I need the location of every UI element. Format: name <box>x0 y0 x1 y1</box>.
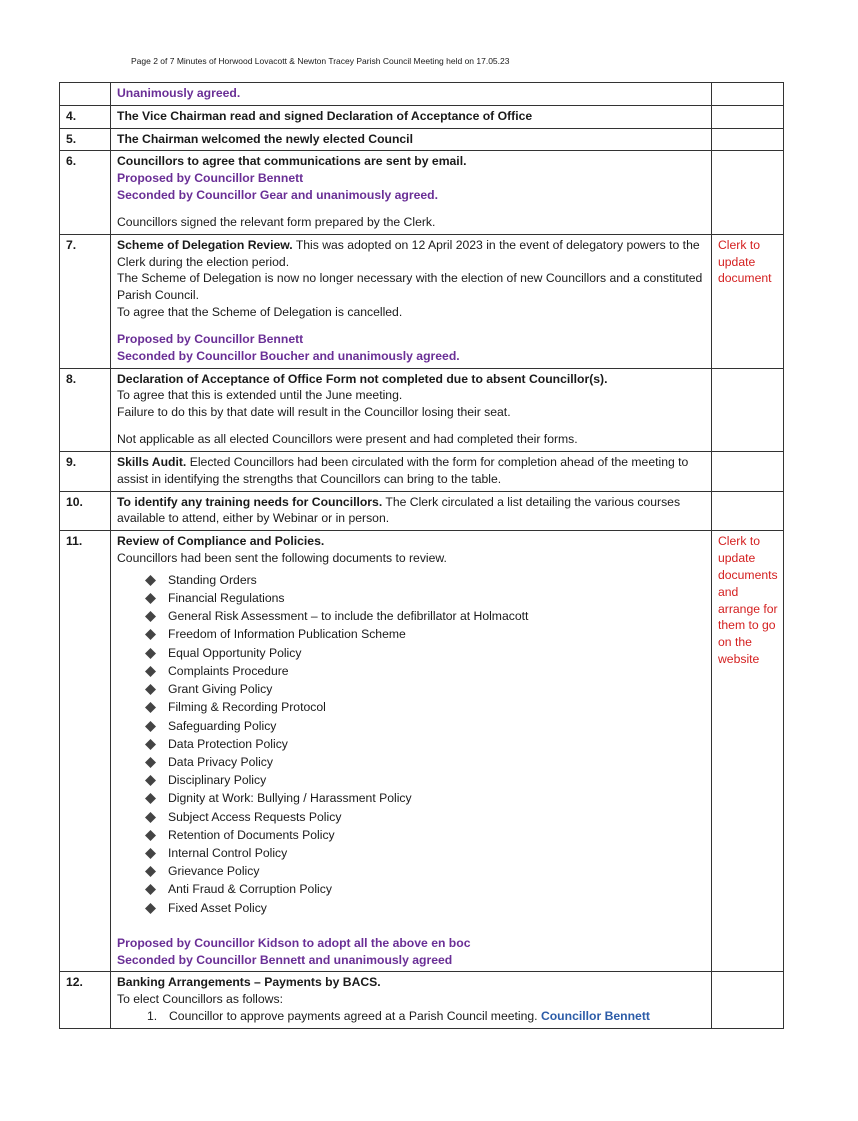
proposed-by: Proposed by Councillor Kidson to adopt all the above en boc <box>117 935 471 950</box>
seconded-by: Seconded by Councillor Bennett and unanimously agreed <box>117 952 453 967</box>
list-item <box>143 899 706 917</box>
table-row <box>60 491 784 531</box>
item-body <box>111 128 712 151</box>
action-cell <box>712 972 784 1028</box>
list-text: Complaints Procedure <box>168 663 289 678</box>
item-number: 6. <box>60 151 111 234</box>
item-title: The Vice Chairman read and signed Declaration of Acceptance of Office <box>117 108 533 123</box>
list-item <box>143 789 706 807</box>
list-item <box>143 680 706 698</box>
list-item <box>143 808 706 826</box>
table-row <box>60 368 784 451</box>
list-text: General Risk Assessment – to include the defibrillator at Holmacott <box>168 609 529 624</box>
list-text: Financial Regulations <box>168 591 285 606</box>
item-number: 10. <box>60 491 111 531</box>
list-item <box>143 698 706 716</box>
item-body <box>111 491 712 531</box>
numbered-list <box>147 1008 706 1025</box>
diamond-bullet-icon <box>145 793 156 804</box>
list-number: 1. <box>147 1009 158 1024</box>
list-item <box>143 644 706 662</box>
item-text: The Clerk circulated a list detailing the various courses available to attend, either by Webinar or in person. <box>117 494 681 526</box>
list-text: Disciplinary Policy <box>168 773 267 788</box>
list-item <box>143 844 706 862</box>
item-body <box>111 83 712 106</box>
diamond-bullet-icon <box>145 721 156 732</box>
item-title: Review of Compliance and Policies. <box>117 534 325 549</box>
item-title: Scheme of Delegation Review. <box>117 237 293 252</box>
action-cell <box>712 151 784 234</box>
action-cell <box>712 491 784 531</box>
list-item <box>143 625 706 643</box>
agreement-text: Unanimously agreed. <box>117 86 241 100</box>
item-note: Councillors signed the relevant form prepared by the Clerk. <box>117 214 436 229</box>
item-paragraph <box>117 237 706 271</box>
item-text: Elected Councillors had been circulated with the form for completion ahead of the meeting to assist in identifying the strengths that Councillors can bring to the table. <box>117 454 689 486</box>
diamond-bullet-icon <box>145 903 156 914</box>
councillor-name: Councillor Bennett <box>540 1009 650 1024</box>
item-text: The Scheme of Delegation is now no longer necessary with the election of new Councillors and a constituted Parish Council. <box>117 271 703 303</box>
seconded-by: Seconded by Councillor Gear and unanimously agreed. <box>117 188 439 203</box>
item-number: 12. <box>60 972 111 1028</box>
list-text: Grant Giving Policy <box>168 682 273 697</box>
diamond-bullet-icon <box>145 629 156 640</box>
list-item <box>143 826 706 844</box>
table-row <box>60 105 784 128</box>
diamond-bullet-icon <box>145 884 156 895</box>
item-text: To elect Councillors as follows: <box>117 992 283 1007</box>
diamond-bullet-icon <box>145 848 156 859</box>
diamond-bullet-icon <box>145 866 156 877</box>
diamond-bullet-icon <box>145 739 156 750</box>
list-item <box>143 735 706 753</box>
policy-list <box>143 571 706 917</box>
action-cell <box>712 105 784 128</box>
action-note: Clerk to update document <box>712 234 784 368</box>
list-text: Dignity at Work: Bullying / Harassment Policy <box>168 791 412 806</box>
diamond-bullet-icon <box>145 702 156 713</box>
diamond-bullet-icon <box>145 648 156 659</box>
list-text: Internal Control Policy <box>168 845 288 860</box>
list-text: Data Protection Policy <box>168 736 288 751</box>
list-item <box>143 862 706 880</box>
item-number: 5. <box>60 128 111 151</box>
diamond-bullet-icon <box>145 757 156 768</box>
proposed-by: Proposed by Councillor Bennett <box>117 171 304 186</box>
list-text: Data Privacy Policy <box>168 754 273 769</box>
page-header: Page 2 of 7 Minutes of Horwood Lovacott & Newton Tracey Parish Council Meeting held on 17.05.23 <box>131 56 510 66</box>
item-number: 9. <box>60 451 111 491</box>
item-body <box>111 234 712 368</box>
item-title: Banking Arrangements – Payments by BACS. <box>117 975 381 990</box>
item-title: The Chairman welcomed the newly elected Council <box>117 131 413 146</box>
list-text: Subject Access Requests Policy <box>168 809 342 824</box>
item-title: Councillors to agree that communications are sent by email. <box>117 154 467 169</box>
list-text: Grievance Policy <box>168 864 260 879</box>
item-title: Skills Audit. <box>117 454 187 469</box>
item-title: To identify any training needs for Councillors. <box>117 494 383 509</box>
table-row <box>60 972 784 1028</box>
item-number <box>60 83 111 106</box>
table-row <box>60 531 784 972</box>
item-body <box>111 972 712 1028</box>
seconded-by: Seconded by Councillor Boucher and unanimously agreed. <box>117 348 460 363</box>
list-item <box>147 1008 706 1025</box>
list-item <box>143 771 706 789</box>
list-text: Anti Fraud & Corruption Policy <box>168 882 332 897</box>
proposed-by: Proposed by Councillor Bennett <box>117 331 304 346</box>
action-note: Clerk to update documents and arrange for them to go on the website <box>712 531 784 972</box>
list-text: Freedom of Information Publication Scheme <box>168 627 406 642</box>
diamond-bullet-icon <box>145 611 156 622</box>
list-item <box>143 607 706 625</box>
minutes-table <box>59 82 784 1029</box>
diamond-bullet-icon <box>145 575 156 586</box>
item-note: Not applicable as all elected Councillors were present and had completed their forms. <box>117 432 578 447</box>
item-text: To agree that this is extended until the June meeting. <box>117 388 403 403</box>
action-cell <box>712 83 784 106</box>
item-body <box>111 151 712 234</box>
list-item <box>143 662 706 680</box>
list-item <box>143 571 706 589</box>
list-item <box>143 880 706 898</box>
table-row <box>60 151 784 234</box>
action-cell <box>712 368 784 451</box>
list-item <box>143 589 706 607</box>
list-text: Retention of Documents Policy <box>168 827 335 842</box>
list-item <box>143 717 706 735</box>
diamond-bullet-icon <box>145 666 156 677</box>
item-text: Councillors had been sent the following documents to review. <box>117 551 447 566</box>
item-text: To agree that the Scheme of Delegation is cancelled. <box>117 305 403 320</box>
item-number: 4. <box>60 105 111 128</box>
item-title: Declaration of Acceptance of Office Form not completed due to absent Councillor(s). <box>117 371 608 386</box>
list-text: Equal Opportunity Policy <box>168 645 302 660</box>
list-text: Councillor to approve payments agreed at a Parish Council meeting. <box>169 1009 538 1024</box>
action-cell <box>712 451 784 491</box>
item-number: 11. <box>60 531 111 972</box>
item-body <box>111 105 712 128</box>
item-body <box>111 451 712 491</box>
item-body <box>111 531 712 972</box>
list-text: Fixed Asset Policy <box>168 900 267 915</box>
item-number: 7. <box>60 234 111 368</box>
table-row <box>60 128 784 151</box>
table-row <box>60 83 784 106</box>
list-text: Filming & Recording Protocol <box>168 700 326 715</box>
item-text: This was adopted on 12 April 2023 in the event of delegatory powers to the Clerk during the election period. <box>117 237 700 269</box>
diamond-bullet-icon <box>145 684 156 695</box>
table-row <box>60 234 784 368</box>
list-text: Safeguarding Policy <box>168 718 277 733</box>
table-row <box>60 451 784 491</box>
item-number: 8. <box>60 368 111 451</box>
diamond-bullet-icon <box>145 830 156 841</box>
diamond-bullet-icon <box>145 812 156 823</box>
list-item <box>143 753 706 771</box>
diamond-bullet-icon <box>145 775 156 786</box>
item-text: Failure to do this by that date will result in the Councillor losing their seat. <box>117 405 511 420</box>
diamond-bullet-icon <box>145 593 156 604</box>
item-body <box>111 368 712 451</box>
list-text: Standing Orders <box>168 572 257 587</box>
action-cell <box>712 128 784 151</box>
